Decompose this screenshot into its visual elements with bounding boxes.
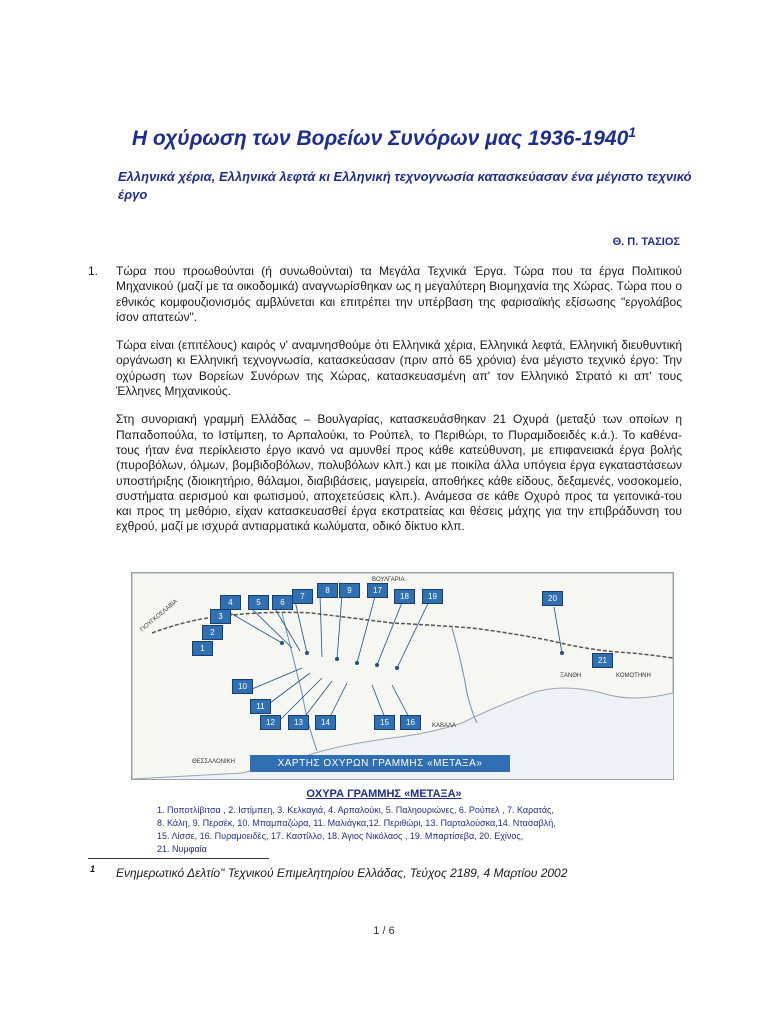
map-banner: ΧΑΡΤΗΣ ΟΧΥΡΩΝ ΓΡΑΜΜΗΣ «ΜΕΤΑΞΑ» bbox=[250, 755, 510, 772]
map-marker-8: 8 bbox=[317, 583, 338, 598]
item-number: 1. bbox=[88, 264, 99, 278]
map-label-xanthi: ΞΑΝΘΗ bbox=[560, 673, 582, 679]
caption-line-3: 15. Λίσσε, 16. Πυραμοειδές, 17. Καστίλλο, 18. Άγιος Νικόλαος , 19. Μπαρτίσεβα, 20. Εχίνος, bbox=[157, 831, 524, 841]
map-label-kavala: ΚΑΒΑΛΑ bbox=[432, 723, 457, 729]
map-label-yugoslavia: ΓΙΟΥΓΚΟΣΛΑΒΙΑ bbox=[139, 598, 180, 634]
caption-line-4: 21. Νυμφαία bbox=[157, 844, 207, 854]
map-label-bulgaria: ΒΟΥΛΓΑΡΙΑ bbox=[372, 577, 405, 583]
map-marker-18: 18 bbox=[394, 589, 415, 604]
paragraph-2: Τώρα είναι (επιτέλους) καιρός ν' αναμνησθούμε ότι Ελληνικά χέρια, Ελληνικά λεφτά, Ελληνική διευθυντική οργάνωση κι Ελληνική τεχνογνωσία, κατασκεύασαν (πριν από 65 χρόνια) ένα μέγιστο τεχνικό έργο: Την οχύρωση των Βορείων Συνόρων της Χώρας, κατασκευασμένη απ' τον Ελληνικό Στρατό κι απ' τους Έλληνες Μηχανικούς. bbox=[116, 338, 682, 399]
title-footnote-mark: 1 bbox=[628, 124, 637, 140]
footnote-text: Ενημερωτικό Δελτίο" Τεχνικού Επιμελητηρίου Ελλάδας, Τεύχος 2189, 4 Μαρτίου 2002 bbox=[116, 866, 568, 880]
map-marker-17: 17 bbox=[367, 583, 388, 598]
map-marker-15: 15 bbox=[374, 715, 395, 730]
paragraph-1: Τώρα που προωθούνται (ή συνωθούνται) τα Μεγάλα Τεχνικά Έργα. Τώρα που τα έργα Πολιτικού Μηχανικού (μαζί με τα οικοδομικά) αναγνωρίσθηκαν ως η μεγαλύτερη Βιομηχανία της Χώρας. Τώρα που ο εθνικός κομφουζιονισμός αμβλύνεται και επιτρέπει την υπέρβαση της φαρισαϊκής εξίσωσης "εργολάβος ίσον απατεών". bbox=[116, 264, 682, 324]
author-name: Θ. Π. ΤΑΣΙΟΣ bbox=[612, 236, 680, 248]
map-marker-6: 6 bbox=[272, 595, 293, 610]
map-marker-10: 10 bbox=[232, 679, 253, 694]
map-marker-7: 7 bbox=[292, 589, 313, 604]
map-label-thessaloniki: ΘΕΣΣΑΛΟΝΙΚΗ bbox=[192, 759, 235, 765]
map-marker-11: 11 bbox=[250, 699, 271, 714]
page-number: 1 / 6 bbox=[373, 925, 395, 937]
map-marker-3: 3 bbox=[210, 609, 231, 624]
map-marker-21: 21 bbox=[592, 653, 613, 668]
map-marker-4: 4 bbox=[220, 595, 241, 610]
map-marker-1: 1 bbox=[192, 641, 213, 656]
caption-list bbox=[157, 804, 617, 856]
map-label-komotini: ΚΟΜΟΤΗΝΗ bbox=[616, 673, 651, 679]
caption-line-1: 1. Ποποτλίβιτσα , 2. Ιστίμπεη, 3. Κελκαγιά, 4. Αρπαλούκι, 5. Παληουριώνες, 6. Ρούπελ , 7. Καρατάς, bbox=[157, 805, 554, 815]
document-subtitle: Ελληνικά χέρια, Ελληνικά λεφτά κι Ελληνική τεχνογνωσία κατασκεύασαν ένα μέγιστο τεχνικό έργο bbox=[118, 169, 692, 202]
map-marker-5: 5 bbox=[248, 595, 269, 610]
footnote-divider bbox=[88, 858, 269, 859]
map-marker-2: 2 bbox=[202, 625, 223, 640]
body-text bbox=[116, 264, 682, 548]
map-marker-19: 19 bbox=[422, 589, 443, 604]
map-marker-16: 16 bbox=[400, 715, 421, 730]
map-marker-9: 9 bbox=[339, 583, 360, 598]
document-title bbox=[0, 124, 768, 151]
caption-line-2: 8. Κάλη, 9. Περσέκ, 10. Μπαμπαζώρα, 11. Μαλιάγκα,12. Περιθώρι, 13. Παρταλούσκα,14. Ντασαβλή, bbox=[157, 818, 556, 828]
map-marker-12: 12 bbox=[260, 715, 281, 730]
fortification-map bbox=[131, 572, 674, 780]
paragraph-3: Στη συνοριακή γραμμή Ελλάδας – Βουλγαρίας, κατασκευάσθηκαν 21 Οχυρά (μεταξύ των οποίων η Παπαδοπούλα, το Ιστίμπεη, το Αρπαλούκι, το Ρούπελ, το Περιθώρι, το Πυραμιδοειδές κ.ά.). Το καθένα-τους ήταν ένα περίκλειστο έργο ικανό να αμυνθεί προς κάθε κατεύθυνση, με επιφανειακά έργα βολής (πυροβόλων, όλμων, βομβιδοβόλων, πολυβόλων κλπ.) και με ποικίλα άλλα υπόγεια έργα εγκαταστάσεων υποστήριξης (διοικητήριο, θάλαμοι, διαβιβάσεις, μαγειρεία, αποθήκες κάθε είδους, δεξαμενές, νοσοκομείο, συστήματα αερισμού και φωτισμού, αποχετεύσεις κλπ.). Ανάμεσα σε κάθε Οχυρό προς τα γειτονικά-του και προς τη μεθόριο, είχαν κατασκευασθεί έργα εκστρατείας και θέσεις μάχης για την επιβράδυνση του εχθρού, μαζί με ισχυρά αντιαρματικά κωλύματα, οδικό δίκτυο κλπ. bbox=[116, 412, 682, 534]
map-marker-20: 20 bbox=[542, 591, 563, 606]
map-marker-14: 14 bbox=[315, 715, 336, 730]
footnote-mark: 1 bbox=[90, 864, 96, 874]
map-marker-13: 13 bbox=[288, 715, 309, 730]
caption-title: ΟΧΥΡΑ ΓΡΑΜΜΗΣ «ΜΕΤΑΞΑ» bbox=[306, 788, 462, 800]
title-text: Η οχύρωση των Βορείων Συνόρων μας 1936-1940 bbox=[131, 127, 629, 150]
